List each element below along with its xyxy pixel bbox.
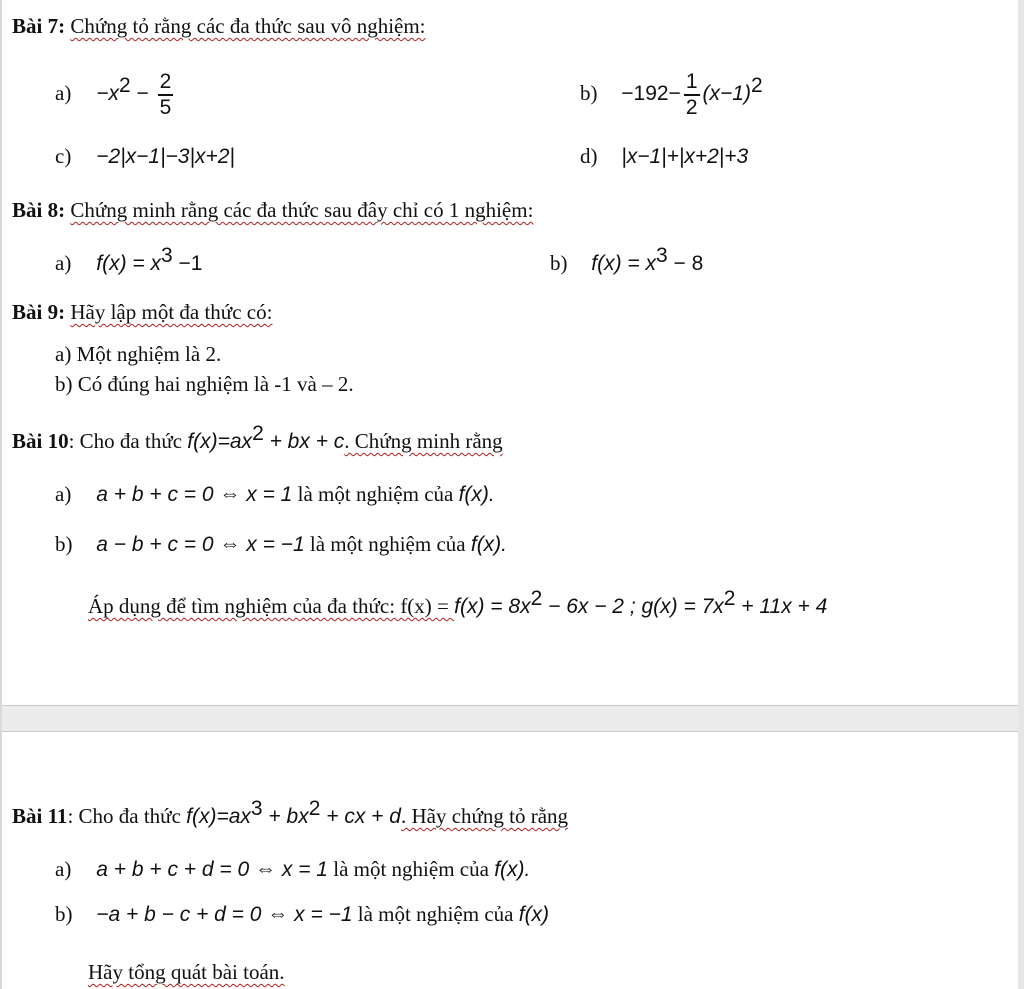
b7-a-sup: 2 <box>119 74 131 97</box>
b8-b <box>550 242 703 278</box>
b7-a-minus: − <box>130 82 155 105</box>
b10-apply-f: f(x) = 8x <box>454 595 531 618</box>
b8-b-sup: 3 <box>656 244 668 267</box>
b11-a-f: f(x). <box>494 858 531 881</box>
b11-title-sup2: 2 <box>308 797 321 820</box>
b10-title-bold: Bài 10 <box>12 429 69 453</box>
b8-title-bold: Bài 8: <box>12 198 66 222</box>
b9-a: a) Một nghiệm là 2. <box>55 342 222 366</box>
b7-d-label: d) <box>580 144 598 168</box>
b11-title-bold: Bài 11 <box>12 804 68 828</box>
b7-b-den: 2 <box>685 96 698 120</box>
b9-b: b) Có đúng hai nghiệm là -1 và – 2. <box>55 372 354 396</box>
b7-b-fraction <box>684 70 700 120</box>
b11-a-expr: a + b + c + d = 0 ⇔ x = 1 <box>96 858 328 881</box>
b8-b-tail: − 8 <box>667 252 704 275</box>
b10-b-f: f(x). <box>470 533 508 556</box>
b7-b-post: (x−1) <box>702 82 751 105</box>
b10-title-tail: . Chứng minh rằng <box>344 429 503 453</box>
b10-a-text: là một nghiệm của <box>297 482 459 506</box>
b10-title-expr: f(x)=ax <box>187 430 253 453</box>
b8-title-text: Chứng minh rằng các đa thức sau đây chỉ có 1 nghiệm: <box>70 198 534 222</box>
b7-b-sup: 2 <box>750 74 763 97</box>
b11-title-expr2: + bx <box>262 805 309 828</box>
b11-title-text: : Cho đa thức <box>67 804 187 828</box>
b7-title <box>12 12 426 40</box>
b7-d <box>580 142 748 171</box>
b10-b-expr: a − b + c = 0 ⇔ x = −1 <box>96 533 305 556</box>
b8-a-tail: −1 <box>172 252 203 275</box>
b10-a <box>55 480 495 509</box>
b11-b-label: b) <box>55 902 73 926</box>
b8-a-sup: 3 <box>161 244 173 267</box>
b7-a <box>55 62 176 120</box>
b7-b-num: 1 <box>684 70 700 96</box>
b10-apply-g: g(x) = 7x <box>641 595 724 618</box>
b9-title-text: Hãy lập một đa thức có: <box>70 300 273 324</box>
b10-b <box>55 530 507 559</box>
b11-title-tail: . Hãy chứng tỏ rằng <box>400 804 569 828</box>
b8-a <box>55 242 202 278</box>
b8-title <box>12 196 533 224</box>
b7-a-pre: −x <box>96 82 120 105</box>
b7-a-num: 2 <box>158 70 174 96</box>
b10-title-expr2: + bx + c <box>263 430 345 453</box>
b7-b-pre: −192− <box>621 82 681 105</box>
b10-a-label: a) <box>55 482 72 506</box>
b10-title <box>12 420 503 456</box>
b7-b <box>580 62 763 120</box>
b8-a-label: a) <box>55 251 72 275</box>
b10-apply-f-sup: 2 <box>530 587 543 610</box>
b10-a-expr: a + b + c = 0 ⇔ x = 1 <box>96 483 293 506</box>
b7-c-label: c) <box>55 144 72 168</box>
b10-apply-text: Áp dụng để tìm nghiệm của đa thức: f(x) = <box>88 594 455 618</box>
b10-a-f: f(x). <box>458 483 495 506</box>
b7-a-label: a) <box>55 81 72 105</box>
b10-title-sup: 2 <box>252 422 264 445</box>
b11-b <box>55 900 549 929</box>
b11-a <box>55 855 530 884</box>
b7-c-expr: −2|x−1|−3|x+2| <box>96 145 235 168</box>
b10-b-text: là một nghiệm của <box>309 532 471 556</box>
b10-apply-g-tail: + 11x + 4 <box>735 595 828 618</box>
b7-title-text: Chứng tỏ rằng các đa thức sau vô nghiệm: <box>70 14 426 38</box>
b11-title-sup: 3 <box>250 797 263 820</box>
b9-title <box>12 298 272 326</box>
b7-a-den: 5 <box>159 96 172 120</box>
b11-title <box>12 795 568 831</box>
b7-title-bold: Bài 7: <box>12 14 66 38</box>
page-break-divider <box>2 705 1018 732</box>
b7-d-expr: |x−1|+|x+2|+3 <box>621 145 749 168</box>
b8-b-label: b) <box>550 251 568 275</box>
b10-title-text: : Cho đa thức <box>68 429 183 453</box>
b9-title-bold: Bài 9: <box>12 300 66 324</box>
b10-b-label: b) <box>55 532 73 556</box>
b7-b-label: b) <box>580 81 598 105</box>
b11-general-text: Hãy tổng quát bài toán. <box>88 960 285 984</box>
b8-b-expr: f(x) = x <box>591 252 657 275</box>
b11-a-label: a) <box>55 857 72 881</box>
b11-title-expr: f(x)=ax <box>186 805 251 828</box>
b11-title-expr3: + cx + d <box>320 805 401 828</box>
b11-b-expr: −a + b − c + d = 0 ⇔ x = −1 <box>96 903 353 926</box>
b11-b-text: là một nghiệm của <box>357 902 519 926</box>
b8-a-expr: f(x) = x <box>96 252 162 275</box>
b11-general <box>88 958 285 986</box>
b10-apply-f-tail: − 6x − 2 ; <box>542 595 642 618</box>
b11-b-f: f(x) <box>518 903 550 926</box>
b10-apply-g-sup: 2 <box>723 587 736 610</box>
b7-a-fraction <box>158 70 174 120</box>
b10-apply <box>88 585 827 621</box>
b7-c <box>55 142 235 171</box>
b11-a-text: là một nghiệm của <box>333 857 495 881</box>
